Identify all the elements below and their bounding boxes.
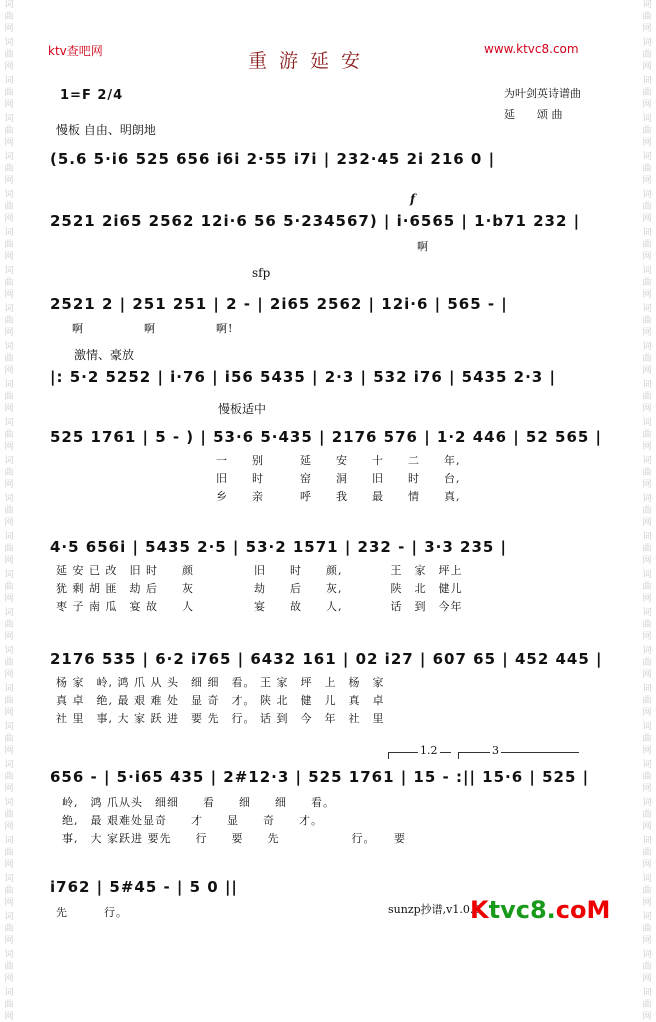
watermark-char-wang: 网	[642, 822, 652, 832]
watermark-char-qu: 曲	[642, 12, 652, 22]
watermark-char-qu: 曲	[4, 582, 14, 592]
watermark-char-qu: 曲	[642, 354, 652, 364]
watermark-char-qu: 曲	[4, 544, 14, 554]
watermark-char-ci: 词	[4, 152, 14, 162]
watermark-char-wang: 网	[642, 100, 652, 110]
lyrics-row-6-verse-1: 延 安 已 改 旧 时 颜 旧 时 颜, 王 家 坪上	[56, 564, 463, 577]
lyrics-row-7-verse-1: 杨 家 岭, 鸿 爪 从 头 细 细 看。 王 家 坪 上 杨 家	[56, 676, 385, 689]
watermark-char-qu: 曲	[4, 354, 14, 364]
watermark-char-qu: 曲	[642, 1000, 652, 1010]
watermark-char-ci: 词	[642, 646, 652, 656]
watermark-char-qu: 曲	[642, 164, 652, 174]
watermark-char-wang: 网	[4, 936, 14, 946]
watermark-char-wang: 网	[4, 62, 14, 72]
watermark-char-ci: 词	[642, 494, 652, 504]
watermark-char-wang: 网	[642, 138, 652, 148]
watermark-char-wang: 网	[4, 860, 14, 870]
watermark-char-wang: 网	[642, 746, 652, 756]
watermark-char-ci: 词	[642, 190, 652, 200]
lyrics-row-9: 先 行。	[56, 906, 128, 919]
watermark-char-ci: 词	[642, 228, 652, 238]
score-row-2: 2521 2i65 2562 12i·6 56 5·234567) | i·6565 | 1·b71 232 |	[50, 212, 581, 230]
score-row-1: (5.6 5·i6 525 656 i6i 2·55 i7i | 232·45 2i 216 0 |	[50, 150, 496, 168]
dynamic-f: f	[410, 192, 416, 206]
ktvc8-logo[interactable]	[470, 896, 610, 924]
lyrics-row-5-verse-1: 一 别 延 安 十 二 年,	[216, 454, 461, 467]
watermark-char-ci: 词	[4, 342, 14, 352]
watermark-char-ci: 词	[642, 380, 652, 390]
site-link-right[interactable]: www.ktvc8.com	[484, 42, 579, 56]
watermark-char-qu: 曲	[4, 12, 14, 22]
watermark-char-ci: 词	[4, 456, 14, 466]
watermark-char-ci: 词	[642, 988, 652, 998]
watermark-char-ci: 词	[642, 38, 652, 48]
watermark-char-wang: 网	[4, 366, 14, 376]
watermark-char-wang: 网	[4, 898, 14, 908]
watermark-char-ci: 词	[4, 684, 14, 694]
watermark-char-qu: 曲	[642, 88, 652, 98]
watermark-char-qu: 曲	[642, 278, 652, 288]
composer-credit: 延 颂 曲	[504, 108, 563, 121]
score-row-9: i762 | 5#45 - | 5 0 ||	[50, 878, 238, 896]
site-link-left[interactable]: ktv查吧网	[48, 44, 103, 58]
watermark-char-qu: 曲	[642, 810, 652, 820]
lyrics-row-8-verse-1: 岭, 鸿 爪从头 细细 看 细 细 看。	[62, 796, 335, 809]
watermark-char-wang: 网	[4, 594, 14, 604]
watermark-char-ci: 词	[4, 380, 14, 390]
watermark-char-ci: 词	[642, 532, 652, 542]
watermark-char-ci: 词	[4, 38, 14, 48]
watermark-char-wang: 网	[642, 974, 652, 984]
watermark-char-wang: 网	[4, 708, 14, 718]
watermark-char-ci: 词	[4, 228, 14, 238]
watermark-char-ci: 词	[4, 570, 14, 580]
watermark-char-ci: 词	[4, 912, 14, 922]
watermark-strip-right	[640, 0, 654, 1022]
watermark-char-qu: 曲	[4, 848, 14, 858]
watermark-char-ci: 词	[642, 874, 652, 884]
watermark-char-ci: 词	[642, 570, 652, 580]
lyrics-row-5-verse-2: 旧 时 窑 洞 旧 时 台,	[216, 472, 461, 485]
watermark-char-qu: 曲	[642, 50, 652, 60]
watermark-char-qu: 曲	[4, 696, 14, 706]
lyrics-row-8-verse-3: 事, 大 家跃进 要先 行 要 先 行。 要	[62, 832, 406, 845]
watermark-char-wang: 网	[642, 442, 652, 452]
watermark-char-ci: 词	[642, 950, 652, 960]
watermark-char-wang: 网	[4, 784, 14, 794]
watermark-char-qu: 曲	[642, 582, 652, 592]
watermark-char-ci: 词	[642, 76, 652, 86]
watermark-char-ci: 词	[4, 266, 14, 276]
watermark-char-wang: 网	[4, 24, 14, 34]
watermark-char-wang: 网	[4, 442, 14, 452]
watermark-char-qu: 曲	[4, 962, 14, 972]
watermark-char-wang: 网	[642, 1012, 652, 1022]
watermark-char-wang: 网	[4, 138, 14, 148]
lyricist-credit: 为叶剑英诗谱曲	[504, 87, 581, 100]
watermark-char-ci: 词	[642, 684, 652, 694]
watermark-char-qu: 曲	[4, 392, 14, 402]
watermark-char-wang: 网	[642, 708, 652, 718]
tempo-marking-1: 慢板 自由、明朗地	[56, 123, 156, 137]
watermark-char-wang: 网	[642, 860, 652, 870]
watermark-char-qu: 曲	[4, 164, 14, 174]
watermark-char-ci: 词	[4, 798, 14, 808]
watermark-char-ci: 词	[4, 836, 14, 846]
watermark-char-ci: 词	[4, 114, 14, 124]
watermark-char-ci: 词	[4, 494, 14, 504]
watermark-char-qu: 曲	[4, 658, 14, 668]
watermark-char-qu: 曲	[642, 430, 652, 440]
song-title: 重游延安	[248, 50, 373, 72]
watermark-char-wang: 网	[4, 518, 14, 528]
watermark-char-qu: 曲	[4, 50, 14, 60]
watermark-char-qu: 曲	[642, 240, 652, 250]
watermark-char-ci: 词	[642, 0, 652, 10]
watermark-char-wang: 网	[4, 1012, 14, 1022]
logo-part-mid: tvc8.	[488, 896, 556, 924]
watermark-char-ci: 词	[4, 874, 14, 884]
watermark-char-ci: 词	[4, 760, 14, 770]
watermark-char-qu: 曲	[642, 734, 652, 744]
watermark-char-wang: 网	[642, 480, 652, 490]
watermark-char-ci: 词	[642, 760, 652, 770]
watermark-char-wang: 网	[642, 24, 652, 34]
watermark-char-wang: 网	[642, 936, 652, 946]
watermark-char-wang: 网	[642, 632, 652, 642]
watermark-char-ci: 词	[642, 456, 652, 466]
watermark-char-wang: 网	[642, 898, 652, 908]
volta-bracket-2	[458, 752, 579, 759]
lyrics-row-5-verse-3: 乡 亲 呼 我 最 情 真,	[216, 490, 461, 503]
watermark-char-ci: 词	[642, 342, 652, 352]
watermark-char-ci: 词	[4, 646, 14, 656]
watermark-char-wang: 网	[4, 214, 14, 224]
watermark-char-wang: 网	[642, 404, 652, 414]
watermark-char-wang: 网	[4, 100, 14, 110]
lyrics-row-7-verse-2: 真 卓 绝, 最 艰 难 处 显 奇 才。 陕 北 健 儿 真 卓	[56, 694, 385, 707]
watermark-char-qu: 曲	[4, 924, 14, 934]
volta-label-2: 3	[492, 744, 499, 757]
lyrics-row-8-verse-2: 绝, 最 艰难处显奇 才 显 奇 才。	[62, 814, 323, 827]
watermark-char-wang: 网	[4, 556, 14, 566]
watermark-char-qu: 曲	[4, 202, 14, 212]
lyrics-row-6-verse-2: 犹 剩 胡 匪 劫 后 灰 劫 后 灰, 陕 北 健儿	[56, 582, 463, 595]
watermark-char-qu: 曲	[4, 620, 14, 630]
watermark-char-qu: 曲	[642, 848, 652, 858]
watermark-char-wang: 网	[642, 556, 652, 566]
dynamic-sfp: sfp	[252, 266, 271, 280]
watermark-char-qu: 曲	[4, 810, 14, 820]
watermark-char-wang: 网	[4, 328, 14, 338]
transcriber-credit: sunzp抄谱,v1.0.0	[388, 903, 481, 916]
watermark-char-qu: 曲	[4, 88, 14, 98]
score-row-6: 4·5 656i | 5435 2·5 | 53·2 1571 | 232 - | 3·3 235 |	[50, 538, 508, 556]
watermark-char-wang: 网	[4, 822, 14, 832]
watermark-char-wang: 网	[4, 176, 14, 186]
watermark-char-ci: 词	[642, 114, 652, 124]
watermark-char-qu: 曲	[4, 316, 14, 326]
watermark-char-wang: 网	[642, 366, 652, 376]
volta-label-1: 1.2	[420, 744, 438, 757]
watermark-char-qu: 曲	[4, 886, 14, 896]
watermark-char-ci: 词	[642, 912, 652, 922]
lyrics-row-2: 啊	[417, 240, 429, 253]
lyrics-row-3: 啊 啊 啊!	[72, 322, 234, 335]
watermark-char-ci: 词	[642, 608, 652, 618]
watermark-char-ci: 词	[4, 76, 14, 86]
watermark-char-qu: 曲	[4, 430, 14, 440]
watermark-char-wang: 网	[642, 784, 652, 794]
watermark-char-wang: 网	[4, 670, 14, 680]
watermark-char-ci: 词	[4, 722, 14, 732]
watermark-char-ci: 词	[4, 0, 14, 10]
watermark-char-ci: 词	[642, 722, 652, 732]
watermark-char-qu: 曲	[4, 468, 14, 478]
watermark-char-ci: 词	[642, 304, 652, 314]
watermark-char-wang: 网	[642, 252, 652, 262]
watermark-char-wang: 网	[642, 594, 652, 604]
watermark-char-qu: 曲	[4, 734, 14, 744]
watermark-char-wang: 网	[642, 214, 652, 224]
watermark-char-ci: 词	[642, 266, 652, 276]
watermark-char-qu: 曲	[642, 316, 652, 326]
score-row-7: 2176 535 | 6·2 i765 | 6432 161 | 02 i27 | 607 65 | 452 445 |	[50, 650, 603, 668]
watermark-char-wang: 网	[4, 480, 14, 490]
watermark-char-qu: 曲	[4, 772, 14, 782]
score-row-5: 525 1761 | 5 - ) | 53·6 5·435 | 2176 576 | 1·2 446 | 52 565 |	[50, 428, 603, 446]
score-row-8: 656 - | 5·i65 435 | 2#12·3 | 525 1761 | 15 - :|| 15·6 | 525 |	[50, 768, 590, 786]
watermark-char-qu: 曲	[642, 506, 652, 516]
watermark-strip-left	[2, 0, 16, 1022]
watermark-char-ci: 词	[4, 532, 14, 542]
watermark-char-qu: 曲	[642, 620, 652, 630]
watermark-char-qu: 曲	[642, 886, 652, 896]
watermark-char-qu: 曲	[642, 392, 652, 402]
watermark-char-wang: 网	[4, 974, 14, 984]
watermark-char-qu: 曲	[642, 202, 652, 212]
watermark-char-qu: 曲	[642, 126, 652, 136]
watermark-char-wang: 网	[642, 518, 652, 528]
watermark-char-qu: 曲	[642, 544, 652, 554]
watermark-char-ci: 词	[4, 304, 14, 314]
lyrics-row-7-verse-3: 社 里 事, 大 家 跃 进 要 先 行。 话 到 今 年 社 里	[56, 712, 385, 725]
watermark-char-ci: 词	[4, 950, 14, 960]
watermark-char-wang: 网	[642, 290, 652, 300]
watermark-char-ci: 词	[642, 418, 652, 428]
watermark-char-ci: 词	[642, 836, 652, 846]
watermark-char-wang: 网	[642, 670, 652, 680]
tempo-marking-3: 慢板适中	[218, 402, 267, 416]
watermark-char-ci: 词	[642, 798, 652, 808]
watermark-char-qu: 曲	[4, 278, 14, 288]
watermark-char-wang: 网	[4, 746, 14, 756]
watermark-char-qu: 曲	[4, 126, 14, 136]
watermark-char-qu: 曲	[642, 658, 652, 668]
key-signature: 1=F 2/4	[60, 88, 124, 103]
watermark-char-wang: 网	[4, 290, 14, 300]
watermark-char-qu: 曲	[642, 468, 652, 478]
watermark-char-wang: 网	[642, 176, 652, 186]
watermark-char-ci: 词	[4, 608, 14, 618]
watermark-char-ci: 词	[4, 418, 14, 428]
watermark-char-qu: 曲	[4, 240, 14, 250]
watermark-char-wang: 网	[4, 632, 14, 642]
watermark-char-qu: 曲	[642, 924, 652, 934]
score-row-3: 2521 2 | 251 251 | 2 - | 2i65 2562 | 12i·6 | 565 - |	[50, 295, 508, 313]
watermark-char-ci: 词	[4, 190, 14, 200]
watermark-char-qu: 曲	[642, 772, 652, 782]
watermark-char-wang: 网	[642, 328, 652, 338]
watermark-char-qu: 曲	[4, 1000, 14, 1010]
watermark-char-wang: 网	[4, 252, 14, 262]
watermark-char-qu: 曲	[642, 962, 652, 972]
watermark-char-wang: 网	[4, 404, 14, 414]
watermark-char-ci: 词	[4, 988, 14, 998]
watermark-char-ci: 词	[642, 152, 652, 162]
tempo-marking-2: 激情、豪放	[74, 348, 135, 362]
score-row-4: |: 5·2 5252 | i·76 | i56 5435 | 2·3 | 532 i76 | 5435 2·3 |	[50, 368, 556, 386]
logo-part-end: coM	[555, 896, 611, 924]
watermark-char-qu: 曲	[4, 506, 14, 516]
logo-part-k: K	[470, 896, 489, 924]
watermark-char-qu: 曲	[642, 696, 652, 706]
lyrics-row-6-verse-3: 枣 子 南 瓜 宴 故 人 宴 故 人, 话 到 今年	[56, 600, 463, 613]
watermark-char-wang: 网	[642, 62, 652, 72]
